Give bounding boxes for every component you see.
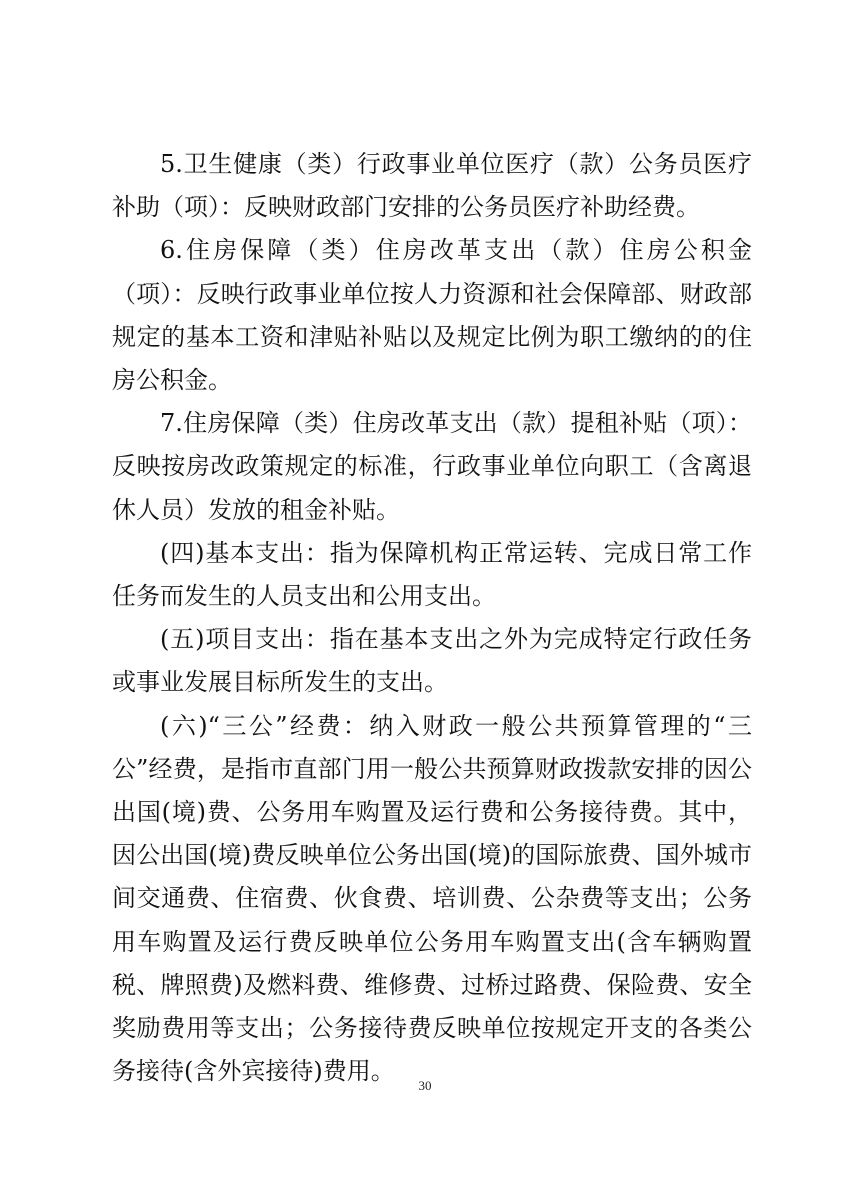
paragraph-basic-expenditure: (四)基本支出：指为保障机构正常运转、完成日常工作任务而发生的人员支出和公用支出。	[112, 538, 752, 611]
document-body	[112, 143, 752, 1093]
paragraph-housing-fund: 6.住房保障（类）住房改革支出（款）住房公积金（项）：反映行政事业单位按人力资源和社会保障部、财政部规定的基本工资和津贴补贴以及规定比例为职工缴纳的的住房公积金。	[112, 236, 752, 395]
page-number: 30	[418, 1078, 432, 1093]
paragraph-project-expenditure: (五)项目支出：指在基本支出之外为完成特定行政任务或事业发展目标所发生的支出。	[112, 625, 752, 697]
paragraph-three-public-expenses: (六)“三公”经费：纳入财政一般公共预算管理的“三公”经费，是指市直部门用一般公共预算财政拨款安排的因公出国(境)费、公务用车购置及运行费和公务接待费。其中，因公出国(境)费反映单位公务出国(境)的国际旅费、国外城市间交通费、住宿费、伙食费、培训费、公杂费等支出；公务用车购置及运行费反映单位公务用车购置支出(含车辆购置税、牌照费)及燃料费、维修费、过桥过路费、保险费、安全奖励费用等支出；公务接待费反映单位按规定开支的各类公务接待(含外宾接待)费用。	[112, 711, 752, 1086]
paragraph-rent-subsidy: 7.住房保障（类）住房改革支出（款）提租补贴（项）：反映按房改政策规定的标准，行政事业单位向职工（含离退休人员）发放的租金补贴。	[112, 409, 752, 524]
paragraph-medical-subsidy: 5.卫生健康（类）行政事业单位医疗（款）公务员医疗补助（项）：反映财政部门安排的公务员医疗补助经费。	[112, 150, 752, 222]
